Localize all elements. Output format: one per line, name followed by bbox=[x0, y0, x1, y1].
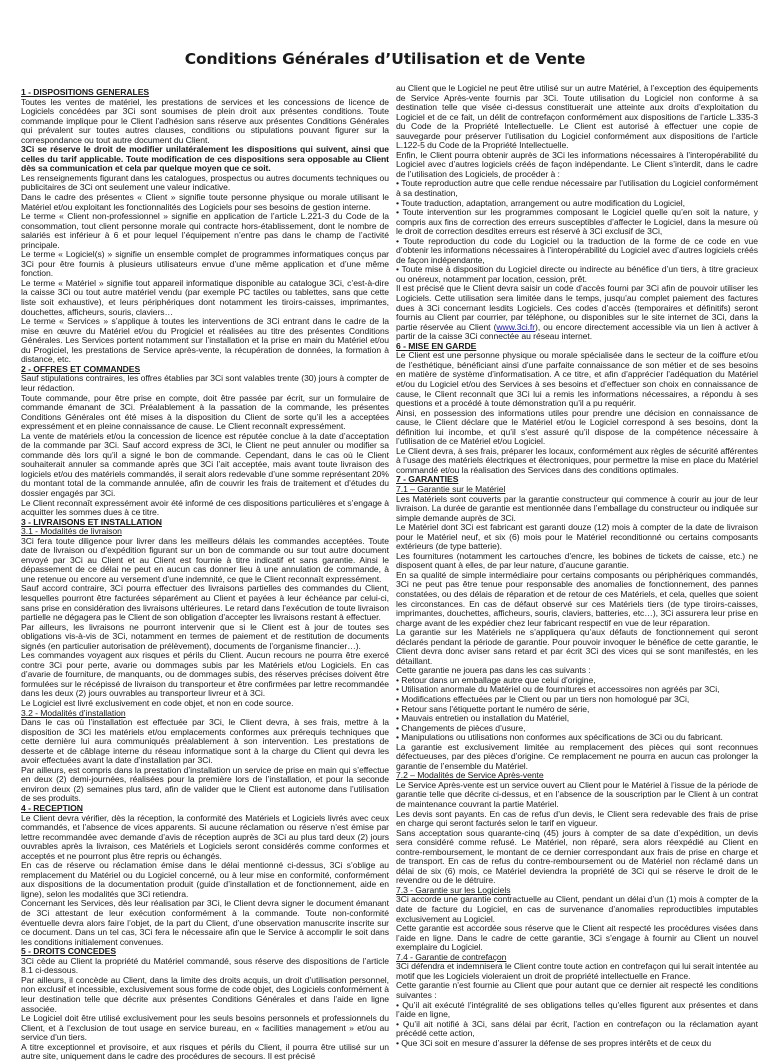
paragraph: 3Ci accorde une garantie contractuelle au Client, pendant un délai d’un (1) mois à compter de la date de facture du Logiciel, en cas de survenance d’anomalies reproductibles imputables exclusivement au Logiciel. bbox=[396, 894, 758, 924]
paragraph: Concernant les Services, dès leur réalisation par 3Ci, le Client devra signer le document émanant de 3Ci attestant de leur exécution conformément à la commande. Toute non-conformité éventuelle devra alors faire l’objet, de la part du Client, d’une observation manuscrite inscrite sur ce document. Dans un tel cas, 3Ci fera le nécessaire afin que le Service à accomplir le soit dans les conditions initialement convenues. bbox=[21, 898, 389, 947]
left-column bbox=[21, 87, 389, 1062]
paragraph: Les commandes voyagent aux risques et périls du Client. Aucun recours ne pourra être exercé contre 3Ci pour perte, avarie ou dommages subis par les Matériels et/ou Logiciels. En cas d’avarie de fourniture, de manquants, ou de dommages subis, des réserves précises doivent être formulées sur le récépissé de livraison du transporteur et être confirmées par lettre recommandée dans les deux (2) jours ouvrables au transporteur livreur et à 3Ci. bbox=[21, 650, 389, 699]
paragraph: 3Ci fera toute diligence pour livrer dans les meilleurs délais les commandes acceptées. Toute date de livraison ou d’expédition figurant sur un bon de commande ou sur tout autre document envoyé par 3Ci au Client et au Client est fournie à titre indicatif et sans garantie. Ainsi le dépassement de ce délai ne peut en aucun cas donner lieu à une annulation de commande, à une retenue ou encore au versement d’une indemnité, ce que le Client reconnaît expressément. bbox=[21, 535, 389, 584]
paragraph: • Qu’il ait exécuté l’intégralité de ses obligations telles qu’elles figurent aux présentes et dans l’aide en ligne, bbox=[396, 999, 758, 1020]
paragraph: • Que 3Ci soit en mesure d’assurer la défense de ses propres intérêts et de ceux du bbox=[396, 1037, 712, 1048]
paragraph: • Toute intervention sur les programmes composant le Logiciel quelle qu’en soit la nature, y compris aux fins de correction des erreurs susceptibles d’affecter le Logiciel, dans la mesure où le droit de correction desdites erreurs est réservé à 3Ci exclusif de 3Ci, bbox=[396, 207, 758, 237]
paragraph: Le terme « Client non-professionnel » signifie en application de l’article L.221-3 du Code de la consommation, tout client personne morale qui contracte hors-établissement, dont le nombre de salariés est inférieur à 6 et pour lequel l’équipement n’entre pas dans le champ de l’activité principale. bbox=[21, 211, 389, 250]
paragraph: Toute commande, pour être prise en compte, doit être passée par écrit, sur un formulaire de commande émanant de 3Ci. Préalablement à la passation de la commande, les présentes Conditions Générales ont été mises à la disposition du Client de sorte qu’il les a acceptées expressément et en pleine connaissance de cause. Le Client reconnaît expressément. bbox=[21, 392, 389, 432]
paragraph: Dans le cadre des présentes « Client » signifie toute personne physique ou morale utilisant le Matériel et/ou exploitant les fonctionnalités des Logiciels pour ses besoins de gestion interne. bbox=[21, 192, 389, 212]
subsection-heading: 3.2 - Modalités d’installation bbox=[21, 707, 126, 718]
paragraph: Le terme « Logiciel(s) » signifie un ensemble complet de programmes informatiques conçus par 3Ci pour être fournis à plusieurs utilisateurs envue d’une même application et d’une même fonction. bbox=[21, 249, 389, 279]
paragraph: Les renseignements figurant dans les catalogues, prospectus ou autres documents techniques ou publicitaires de 3Ci ont seulement une valeur indicative. bbox=[21, 172, 389, 193]
subsection-heading: 7.1 – Garantie sur le Matériel bbox=[396, 483, 506, 494]
section-heading: 6 - MISE EN GARDE bbox=[396, 340, 477, 351]
right-column bbox=[396, 83, 759, 1048]
bold-paragraph: 3Ci se réserve le droit de modifier unilatéralement les dispositions qui suivent, ainsi que celles du tarif applicable. Toute modification de ces dispositions sera opposable au Client dès sa communication et cela par quelque moyen que ce soit. bbox=[21, 144, 389, 174]
paragraph: Sauf accord contraire, 3Ci pourra effectuer des livraisons partielles des commandes du Client, lesquelles pourront être facturées séparément au Client et payées à leur échéance par celui-ci, sans prise en considération des livraisons ultérieures. Le retard dans l’exécution de toute livraison partielle ne dégagera pas le Client de son obligation d’accepter les livraisons restant à effectuer. bbox=[21, 583, 389, 623]
subsection-heading: 7.2 – Modalités de Service Après-vente bbox=[396, 770, 544, 781]
paragraph: En sa qualité de simple intermédiaire pour certains composants ou périphériques commandés, 3Ci ne peut pas être tenue pour responsable des anomalies de fonctionnement, des pannes constatées, ou des délais de réparation et de retour de ces Matériels, et cela, quelles que soient les circonstances. En cas de défaut observé sur ces Matériels tiers (de type tiroirs-caisses, imprimantes, douchettes, afficheurs, souris, claviers, batteries, etc…), 3Ci assurera leur prise en charge avant de les expédier chez leur fabricant respectif en vue de leur réparation. bbox=[396, 569, 758, 628]
section-heading: 3 - LIVRAISONS ET INSTALLATION bbox=[21, 516, 162, 527]
paragraph: Le Client est une personne physique ou morale spécialisée dans le secteur de la coiffure et/ou de l’esthétique, bénéficiant ainsi d’une parfaite connaissance de son métier et de ses besoins en matière de système d’informatisation. A ce titre, et afin d’apprécier l’adéquation du Matériel et/ou du Logiciel et/ou des Services à ses besoins et d’effectuer son choix en connaissance de cause, le Client reconnaît que 3Ci lui a remis les informations nécessaires, a répondu à ses questions et a procédé à toute démonstration qu’il a pu requérir. bbox=[396, 350, 758, 409]
paragraph: A titre exceptionnel et provisoire, et aux risques et périls du Client, il pourra être utilisé sur un autre site, uniquement dans le cadre des procédures de secours. Il est précisé bbox=[21, 1041, 389, 1062]
paragraph: Le Client devra, à ses frais, préparer les locaux, conformément aux règles de sécurité afférentes à l’usage des matériels électriques et électroniques, pour permettre la mise en place du Matériel commandé et/ou la réalisation des Services dans des conditions optimales. bbox=[396, 445, 758, 475]
paragraph: Cette garantie est accordée sous réserve que le Client ait respecté les procédures visées dans l’aide en ligne. Dans le cadre de cette garantie, 3Ci s’engage à fournir au Client un nouvel exemplaire du Logiciel. bbox=[396, 923, 758, 953]
paragraph: Cette garantie n’est fournie au Client que pour autant que ce dernier ait respecté les conditions suivantes : bbox=[396, 980, 758, 1000]
paragraph: En cas de réserve ou réclamation émise dans le délai mentionné ci-dessus, 3Ci s’oblige au remplacement du Matériel ou du Logiciel concerné, ou à leur mise en conformité, conformément aux dispositions de la documentation produit (guide d’installation et de fonctionnement, aide en ligne), selon les modalités que 3Ci retiendra. bbox=[21, 860, 389, 899]
paragraph: Le Service Après-vente est un service ouvert au Client pour le Matériel à l’issue de la période de garantie telle que décrite ci-dessus, et en l’absence de la souscription par le Client à un contrat de maintenance couvrant la partie Matériel. bbox=[396, 779, 758, 810]
paragraph: Dans le cas où l’installation est effectuée par 3Ci, le Client devra, à ses frais, mettre à la disposition de 3Ci les matériels et/ou emplacements conformes aux prérequis techniques que cette dernière lui aura communiqués préalablement à son intervention. Les prestations de desserte et de câblage interne du réseau informatique sont à la charge du Client qui devra les avoir effectuées avant la date d’installation par 3Ci. bbox=[21, 717, 389, 766]
section-heading: 4 - RECEPTION bbox=[21, 803, 83, 814]
paragraph: • Qu’il ait notifié à 3Ci, sans délai par écrit, l’action en contrefaçon ou la réclamation ayant précédé cette action, bbox=[396, 1018, 758, 1039]
subsection-heading: 3.1 - Modalités de livraison bbox=[21, 526, 122, 537]
section-heading: 1 - DISPOSITIONS GENERALES bbox=[21, 87, 150, 97]
paragraph: • Modifications effectuées par le Client ou par un tiers non homologué par 3Ci, bbox=[396, 694, 690, 704]
paragraph: Le Client devra vérifier, dès la réception, la conformité des Matériels et Logiciels livrés avec ceux commandés, et l’absence de vices apparents. Si aucune réclamation ou réserve n’est émise par lettre recommandée avec demande d’avis de réception auprès de 3Ci au plus tard deux (2) jours ouvrables après la livraison, ces Matériels et Logiciels seront considérés comme conformes et acceptés et ne pourront plus être repris ou échangés. bbox=[21, 812, 389, 861]
paragraph: Le Matériel dont 3Ci est fabricant est garanti douze (12) mois à compter de la date de livraison pour le Matériel neuf, et six (6) mois pour le Matériel reconditionné ou certains composants extérieurs (de type batterie). bbox=[396, 522, 758, 552]
paragraph: Par ailleurs, il concède au Client, dans la limite des droits acquis, un droit d’utilisation personnel, non exclusif et incessible, exclusivement sous forme de code objet, des Logiciels conformément à leur destination telle que décrite aux présentes Conditions Générales et dans l’aide en ligne associée. bbox=[21, 974, 389, 1014]
website-link[interactable]: www.3ci.fr bbox=[496, 321, 536, 332]
paragraph: Le Client reconnaît expressément avoir été informé de ces dispositions particulières et s’engage à acquitter les sommes dues à ce titre. bbox=[21, 497, 389, 518]
paragraph: Le Logiciel est livré exclusivement en code objet, et non en code source. bbox=[21, 698, 294, 708]
paragraph: Le terme « Matériel » signifie tout appareil informatique disponible au catalogue 3Ci, c’est-à-dire la caisse 3Ci ou tout autre matériel vendu (par exemple PC tactiles ou tablettes, sans que cette liste soit exhaustive), et leurs périphériques dont notamment les tiroirs-caisses, imprimantes, douchettes, afficheurs, souris, claviers… bbox=[21, 277, 389, 317]
subsection-heading: 7.3 - Garantie sur les Logiciels bbox=[396, 884, 511, 895]
paragraph: • Toute traduction, adaptation, arrangement ou autre modification du Logiciel, bbox=[396, 197, 685, 208]
paragraph: • Toute reproduction autre que celle rendue nécessaire par l’utilisation du Logiciel conformément à sa destination, bbox=[396, 178, 758, 199]
paragraph: Le Logiciel doit être utilisé exclusivement pour les seuls besoins personnels et professionnels du Client, et à l’exclusion de tout usage en service bureau, en « facilities management » et/ou au service d’un tiers. bbox=[21, 1013, 389, 1043]
paragraph: • Toute reproduction du code du Logiciel ou la traduction de la forme de ce code en vue d’obtenir les informations nécessaires à l’interopérabilité du Logiciel avec d’autres logiciels créés de façon indépendante, bbox=[396, 235, 758, 265]
page-title: Conditions Générales d’Utilisation et de Vente bbox=[184, 50, 586, 68]
paragraph: Il est précisé que le Client devra saisir un code d’accès fourni par 3Ci afin de pouvoir utiliser les Logiciels. Cette utilisation sera limitée dans le temps, jusqu’au complet paiement des factures dues à 3Ci concernant lesdits Logiciels. Ces codes d’accès (temporaires et définitifs) seront fournis au Client par courrier, par téléphone, ou disponibles sur le site internet de 3Ci, dans la partie réservée au Client (www.3ci.fr), ou encore directement accessible via un lien à activer à partir de la caisse 3Ci connectée au réseau internet. bbox=[396, 283, 759, 342]
paragraph: Les Matériels sont couverts par la garantie constructeur qui commence à courir au jour de leur livraison. La durée de garantie est mentionnée dans l’emballage du constructeur ou indiquée sur simple demande auprès de 3Ci. bbox=[396, 493, 758, 523]
paragraph: • Retour dans un emballage autre que celui d’origine, bbox=[396, 674, 596, 685]
paragraph: Les fournitures (notamment les cartouches d’encre, les bobines de tickets de caisse, etc.) ne disposent quant à elles, de par leur nature, d’aucune garantie. bbox=[396, 550, 758, 571]
paragraph: Par ailleurs, est compris dans la prestation d’installation un service de prise en main qui s’effectue en deux (2) demi-journées, réalisées pour la première lors de l’installation, et pour la seconde environ deux (2) semaines plus tard, afin de valider que le Client est autonome dans l’utilisation de ses produits. bbox=[21, 764, 389, 804]
paragraph: La garantie est exclusivement limitée au remplacement des pièces qui sont reconnues défectueuses, par des pièces d’origine. Ce remplacement ne pourra en aucun cas prolonger la garantie de l’ensemble du Matériel. bbox=[396, 741, 758, 771]
section-heading: 2 - OFFRES ET COMMANDES bbox=[21, 363, 141, 374]
paragraph: Par ailleurs, les livraisons ne pourront intervenir que si le Client est à jour de toutes ses obligations vis-à-vis de 3Ci, notamment en termes de paiement et de restitution de documents signés (en particulier autorisation de prélèvement), documents de l’organisme financier…). bbox=[21, 621, 389, 651]
paragraph: Les devis sont payants. En cas de refus d’un devis, le Client sera redevable des frais de prise en charge qui seront facturés selon le tarif en vigueur. bbox=[396, 808, 758, 829]
paragraph: Sauf stipulations contraires, les offres établies par 3Ci sont valables trente (30) jours à compter de leur rédaction. bbox=[21, 373, 389, 393]
paragraph: 3Ci cède au Client la propriété du Matériel commandé, sous réserve des dispositions de l’article 8.1 ci-dessous. bbox=[21, 955, 389, 976]
paragraph: • Changements de pièces d’usure, bbox=[396, 722, 526, 733]
paragraph: Toutes les ventes de matériel, les prestations de services et les concessions de licence de Logiciels concédées par 3Ci sont soumises de plein droit aux présentes conditions. Toute commande implique pour le Client l’adhésion sans réserve aux présentes Conditions Générales qui prévalent sur toutes autres clauses, conditions ou stipulations pouvant figurer sur la correspondance ou tout autre document du Client. bbox=[21, 96, 389, 145]
paragraph: • Mauvais entretien ou installation du Matériel, bbox=[396, 713, 570, 724]
paragraph: • Utilisation anormale du Matériel ou de fournitures et accessoires non agréés par 3Ci, bbox=[396, 684, 720, 695]
section-heading: 7 - GARANTIES bbox=[396, 474, 459, 485]
paragraph: La garantie sur les Matériels ne s’appliquera qu’aux défauts de fonctionnement qui seront déclarés pendant la période de garantie. Pour pouvoir invoquer le bénéfice de cette garantie, le Client devra donc aviser sans retard et par écrit 3Ci des vices qui se sont manifestés, en les détaillant. bbox=[396, 627, 758, 666]
paragraph: Cette garantie ne jouera pas dans les cas suivants : bbox=[396, 665, 591, 676]
paragraph: La vente de matériels et/ou la concession de licence est réputée conclue à la date d’acceptation de la commande par 3Ci. Sauf accord express de 3Ci, le Client ne peut annuler ou modifier sa commande dès lors qu’il a signé le bon de commande. Cependant, dans le cas où le Client souhaiterait annuler sa commande après que 3Ci l’ait acceptée, mais avant toute livraison des logiciels et/ou des matériels commandés, il serait alors redevable d’une somme représentant 20% du montant total de la commande annulée, afin de couvrir les frais de traitement et d’études du dossier engagés par 3Ci. bbox=[21, 430, 389, 498]
paragraph: Enfin, le Client pourra obtenir auprès de 3Ci les informations nécessaires à l’interopérabilité du Logiciel avec d’autres logiciels créés de façon indépendante. Le Client s’interdit, dans le cadre de l’utilisation des Logiciels, de procéder à : bbox=[396, 149, 758, 179]
paragraph: • Manipulations ou utilisations non conformes aux spécifications de 3Ci ou du fabricant. bbox=[396, 732, 723, 743]
paragraph: Sans acceptation sous quarante-cinq (45) jours à compter de sa date d’expédition, un devis sera considéré comme refusé. Le Matériel, non réparé, sera alors réexpédié au Client en contre-remboursement, le montant de ce dernier correspondant aux frais de prise en charge et de transport. En cas de refus du contre-remboursement ou de Matériel non réclamé dans un délai de six (6) mois, ce Matériel deviendra la propriété de 3Ci qui se réserve le droit de le revendre ou de le détruire. bbox=[396, 827, 758, 886]
paragraph: 3Ci défendra et indemnisera le Client contre toute action en contrefaçon qui lui serait intentée au motif que les Logiciels violeraient un droit de propriété intellectuelle en France. bbox=[396, 961, 758, 981]
subsection-heading: 7.4 - Garantie de contrefaçon bbox=[396, 951, 507, 962]
paragraph: Le terme « Services » s’applique à toutes les interventions de 3Ci entrant dans le cadre de la mise en œuvre du Matériel et/ou du Progiciel et réalisées au titre des présentes Conditions Générales. Les Services portent notamment sur l’installation et la prise en main du Matériel et/ou du Progiciel, les prestations de Service après-vente, la récupération de données, la formation à distance, etc. bbox=[21, 316, 389, 365]
paragraph: Ainsi, en possession des informations utiles pour prendre une décision en connaissance de cause, le Client déclare que le Matériel et/ou le Logiciel correspond à ses besoins, dont la définition lui incombe, et qu’il s’est assuré qu’il dispose de la compétence nécessaire à l’utilisation de ce Matériel et/ou Logiciel. bbox=[396, 407, 758, 447]
paragraph: • Retour sans l’étiquette portant le numéro de série, bbox=[396, 703, 590, 714]
paragraph: • Toute mise à disposition du Logiciel directe ou indirecte au bénéfice d’un tiers, à titre gracieux ou onéreux, notamment par location, cession, prêt. bbox=[396, 264, 758, 284]
paragraph: au Client que le Logiciel ne peut être utilisé sur un autre Matériel, à l’exception des équipements de Service Après-vente fournis par 3Ci. Toute utilisation du Logiciel non conforme à sa destination telle que visée ci-dessus constituerait une atteinte aux droits d’exploitation du Logiciel et de ce fait, un délit de contrefaçon conformément aux dispositions de l’article L.335-3 du Code de la Propriété Intellectuelle. Le Client est autorisé à effectuer une copie de sauvegarde pour préserver l’utilisation du Logiciel conformément aux dispositions de l’article L.122-5 du Code de la Propriété Intellectuelle. bbox=[396, 83, 758, 151]
section-heading: 5 - DROITS CONCEDES bbox=[21, 946, 117, 957]
